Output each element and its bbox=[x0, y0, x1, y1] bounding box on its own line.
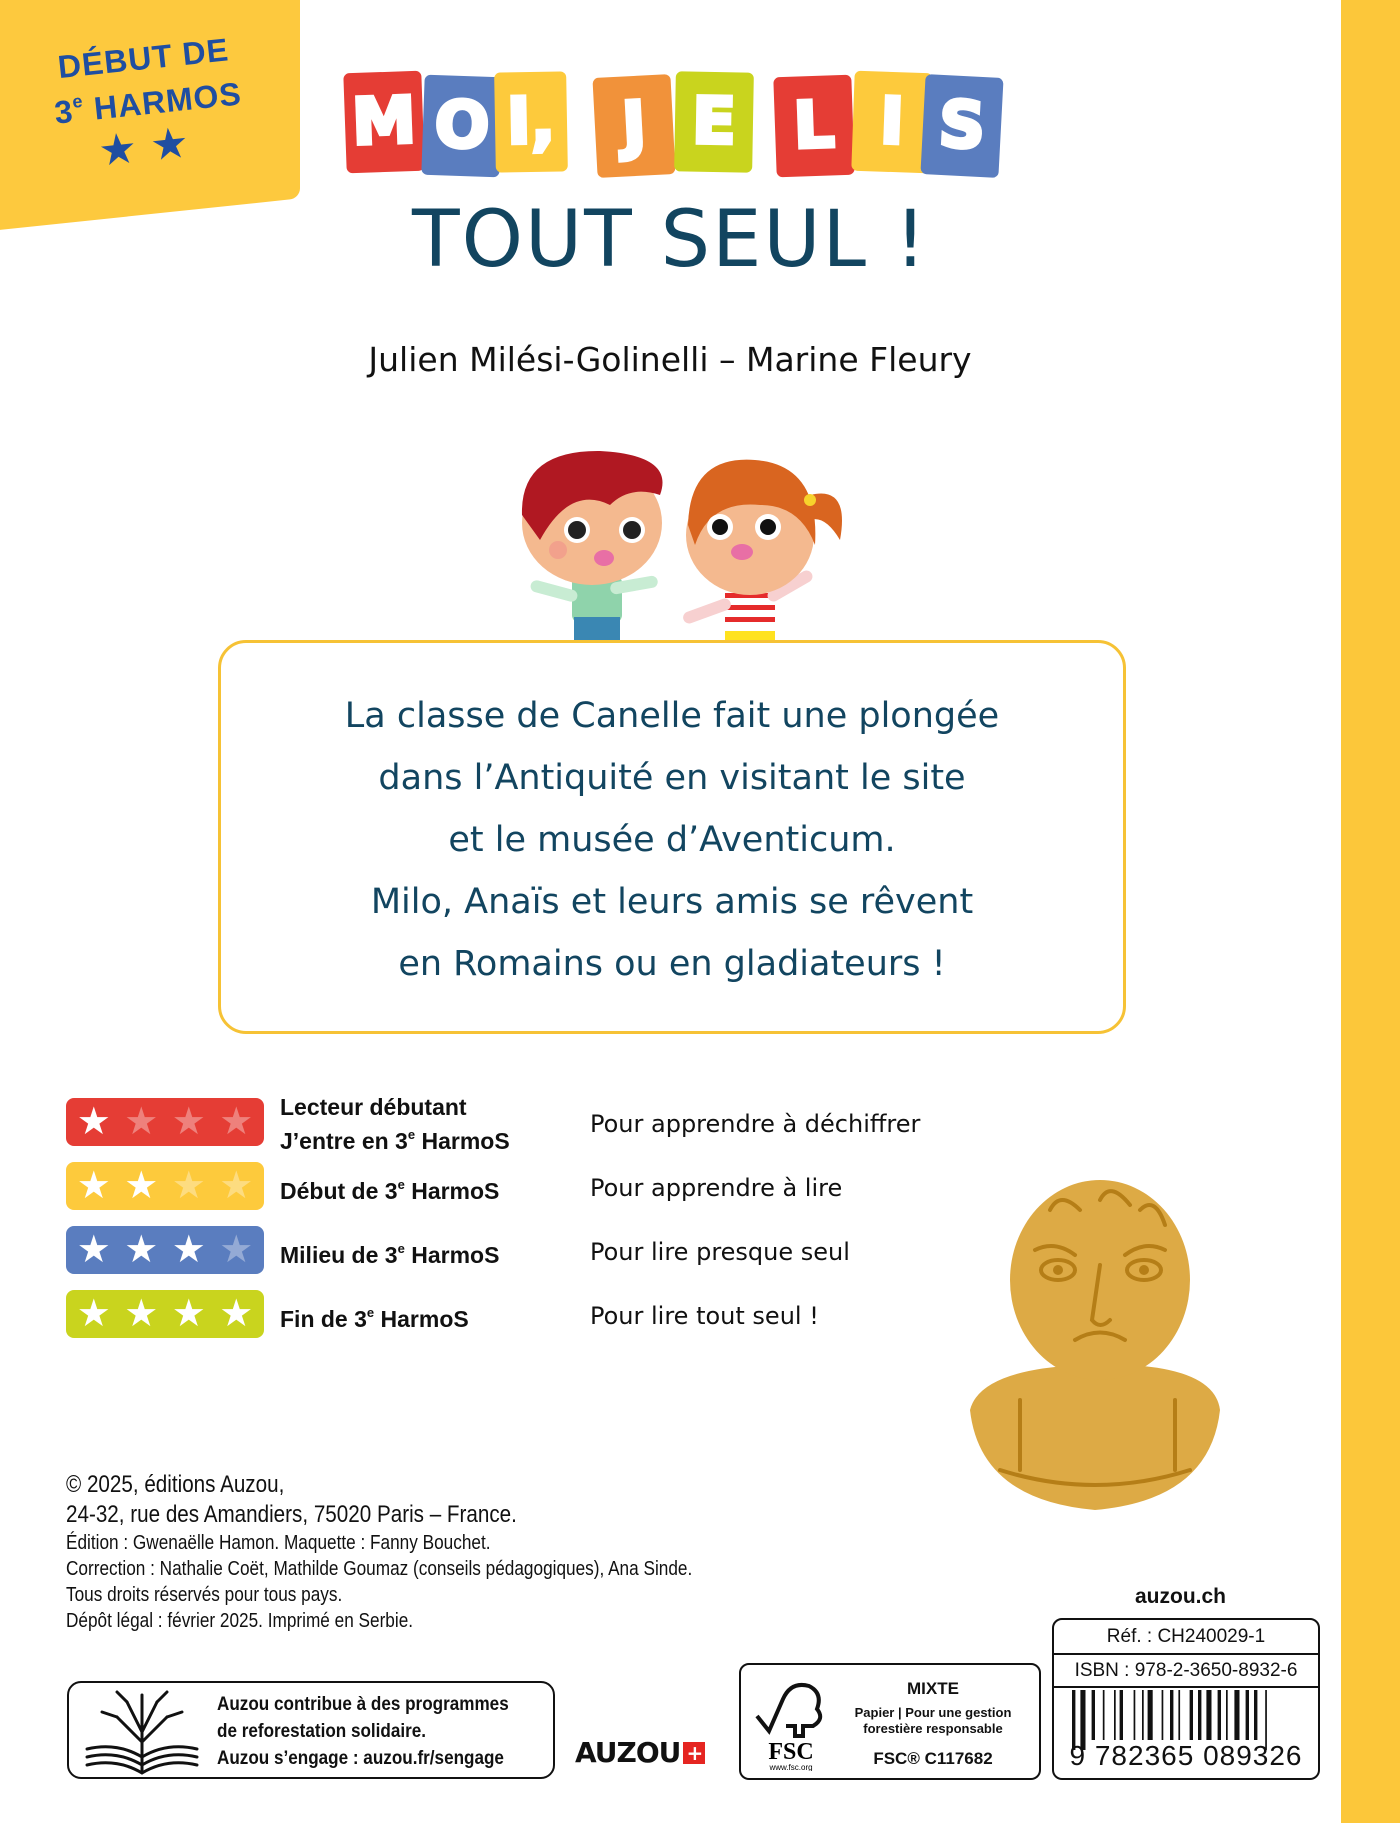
star-icon: ★ bbox=[124, 1165, 159, 1207]
barcode-box bbox=[1052, 1618, 1320, 1780]
logo-letter-tile: E bbox=[674, 71, 754, 172]
isbn: ISBN : 978-2-3650-8932-6 bbox=[1054, 1655, 1318, 1688]
logo-letter-tile: I bbox=[851, 71, 932, 174]
badge-line1: DÉBUT DE bbox=[56, 31, 231, 86]
star-icon: ★ bbox=[171, 1165, 206, 1207]
star-icon: ★ bbox=[219, 1165, 254, 1207]
auzou-logo: AUZOU + bbox=[575, 1736, 705, 1769]
correction-credits: Correction : Nathalie Coët, Mathilde Goumaz (conseils pédagogiques), Ana Sinde. bbox=[66, 1558, 693, 1580]
logo-letter-tile: S bbox=[920, 74, 1003, 178]
reading-level-row bbox=[66, 1220, 966, 1284]
tree-book-icon bbox=[77, 1687, 207, 1775]
level-stars bbox=[66, 1226, 264, 1274]
star-icon: ★ bbox=[219, 1101, 254, 1143]
star-icon: ★ bbox=[171, 1293, 206, 1335]
logo-letter-tile: J bbox=[592, 74, 675, 178]
reading-levels-legend bbox=[66, 1092, 966, 1348]
summary-line: en Romains ou en gladiateurs ! bbox=[398, 944, 946, 984]
copyright-line: © 2025, éditions Auzou, bbox=[66, 1471, 285, 1498]
star-icon: ★ bbox=[76, 1165, 111, 1207]
star-icon: ★ bbox=[124, 1293, 159, 1335]
fsc-type: MIXTE bbox=[907, 1679, 959, 1698]
rights-line: Tous droits réservés pour tous pays. bbox=[66, 1584, 343, 1606]
svg-text:FSC: FSC bbox=[768, 1739, 814, 1765]
level-name: Fin de 3e HarmoS bbox=[280, 1305, 469, 1332]
star-icon: ★ bbox=[76, 1293, 111, 1335]
star-icon: ★ bbox=[171, 1229, 206, 1271]
logo-letter-tile: O bbox=[421, 75, 502, 178]
reference-number: Réf. : CH240029-1 bbox=[1054, 1620, 1318, 1655]
summary-line: Milo, Anaïs et leurs amis se rêvent bbox=[370, 882, 974, 922]
level-name: Lecteur débutant J’entre en 3e HarmoS bbox=[280, 1093, 510, 1154]
series-subtitle: TOUT SEUL ! bbox=[412, 195, 928, 285]
star-icon: ★ bbox=[76, 1229, 111, 1271]
logo-letter-tile: M bbox=[343, 71, 424, 174]
star-icon: ★ bbox=[171, 1101, 206, 1143]
logo-letter-tile: L bbox=[773, 75, 854, 178]
legal-deposit-line: Dépôt légal : février 2025. Imprimé en Serbie. bbox=[66, 1610, 414, 1632]
star-icon: ★★ bbox=[98, 120, 207, 174]
level-description: Pour apprendre à lire bbox=[590, 1174, 843, 1202]
edition-credits: Édition : Gwenaëlle Hamon. Maquette : Fanny Bouchet. bbox=[66, 1532, 491, 1554]
series-logo bbox=[345, 72, 995, 192]
summary-line: et le musée d’Aventicum. bbox=[448, 820, 896, 860]
logo-letter-tile: I, bbox=[494, 71, 568, 172]
star-icon: ★ bbox=[219, 1293, 254, 1335]
reforestation-text: Auzou contribue à des programmes de reforestation solidaire. Auzou s’engage : auzou.fr/sengage bbox=[217, 1694, 509, 1769]
summary-line: La classe de Canelle fait une plongée bbox=[344, 696, 1000, 736]
roman-bust-illustration bbox=[960, 1170, 1240, 1510]
star-icon: ★ bbox=[124, 1101, 159, 1143]
barcode-digits: 9 782365 089326 bbox=[1069, 1740, 1303, 1771]
right-yellow-strip bbox=[1341, 0, 1400, 1823]
website: auzou.ch bbox=[1135, 1585, 1227, 1608]
star-icon: ★ bbox=[124, 1229, 159, 1271]
level-name: Milieu de 3e HarmoS bbox=[280, 1241, 500, 1268]
fsc-label bbox=[739, 1663, 1041, 1780]
summary-text bbox=[218, 685, 1126, 995]
address-line: 24-32, rue des Amandiers, 75020 Paris – France. bbox=[66, 1501, 517, 1528]
reading-level-row bbox=[66, 1284, 966, 1348]
fsc-tree-check-icon bbox=[751, 1671, 831, 1771]
level-stars bbox=[66, 1098, 264, 1146]
fsc-code: FSC® C117682 bbox=[873, 1749, 993, 1768]
star-icon: ★ bbox=[76, 1101, 111, 1143]
legal-notice bbox=[66, 1470, 886, 1634]
badge-line2: 3e HARMOS bbox=[52, 75, 244, 131]
svg-text:www.fsc.org: www.fsc.org bbox=[769, 1763, 813, 1771]
star-icon: ★ bbox=[219, 1229, 254, 1271]
reading-level-row bbox=[66, 1156, 966, 1220]
reading-level-row bbox=[66, 1092, 966, 1156]
level-stars bbox=[66, 1290, 264, 1338]
children-illustration bbox=[510, 445, 850, 645]
level-stars bbox=[66, 1162, 264, 1210]
summary-line: dans l’Antiquité en visitant le site bbox=[378, 758, 966, 798]
fsc-description: Papier | Pour une gestion forestière responsable bbox=[854, 1705, 1012, 1736]
level-description: Pour lire presque seul bbox=[590, 1238, 850, 1266]
level-name: Début de 3e HarmoS bbox=[280, 1177, 500, 1204]
authors: Julien Milési-Golinelli – Marine Fleury bbox=[368, 340, 972, 379]
reforestation-notice bbox=[67, 1681, 555, 1779]
swiss-cross-icon: + bbox=[683, 1742, 705, 1764]
level-badge-text bbox=[22, 28, 274, 177]
level-description: Pour apprendre à déchiffrer bbox=[590, 1110, 921, 1138]
level-description: Pour lire tout seul ! bbox=[590, 1302, 819, 1330]
